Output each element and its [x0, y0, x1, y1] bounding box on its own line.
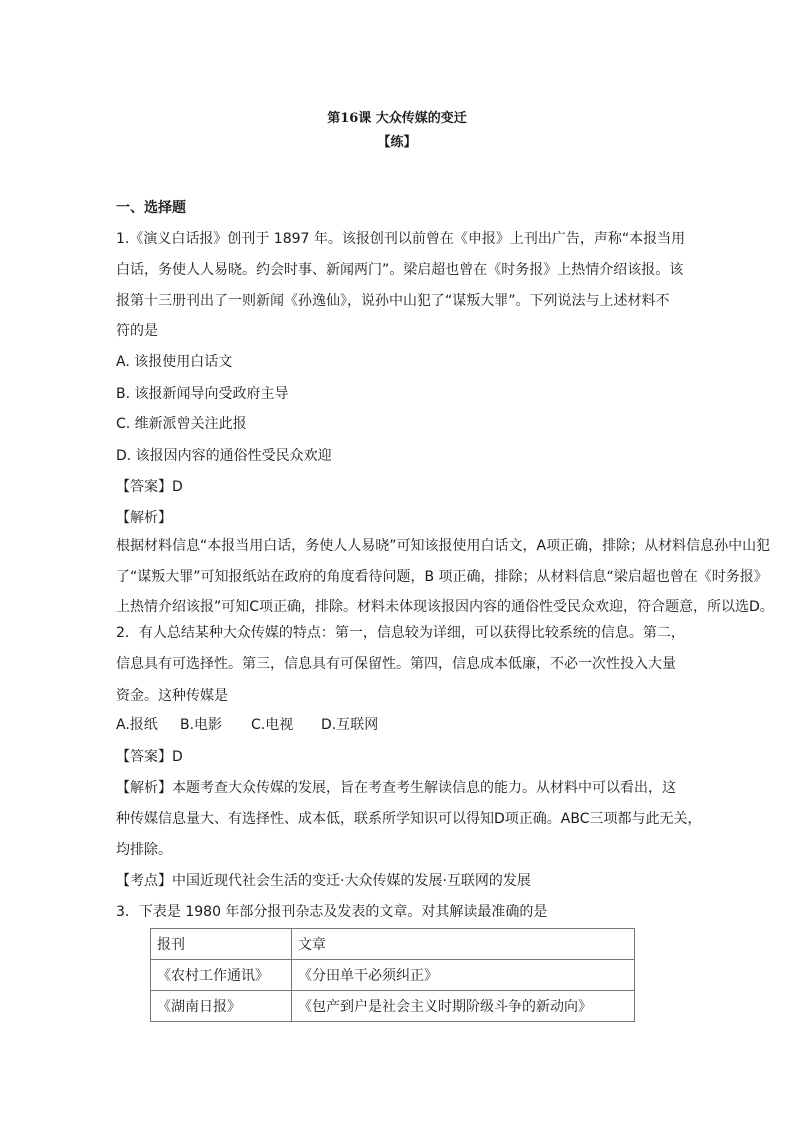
q1-answer: 【答案】D — [116, 479, 183, 495]
table-cell: 《湖南日报》 — [151, 991, 292, 1022]
table-row — [151, 960, 635, 991]
q2-stem-line: 资金。这种传媒是 — [116, 688, 228, 704]
q2-analysis-line: 均排除。 — [116, 842, 172, 858]
q1-analysis-line: 了“谋叛大罪”可知报纸站在政府的角度看待问题，B 项正确，排除；从材料信息“梁启超也曾在《时务报》 — [116, 569, 768, 585]
q2-kaodian: 【考点】中国近现代社会生活的变迁·大众传媒的发展·互联网的发展 — [116, 873, 531, 889]
table-cell: 《农村工作通讯》 — [151, 960, 292, 991]
q1-stem-line: 1.《演义白话报》创刊于 1897 年。该报创刊以前曾在《申报》上刊出广告，声称“本报当用 — [116, 231, 686, 247]
q1-option-d: D. 该报因内容的通俗性受民众欢迎 — [116, 448, 332, 464]
table-cell: 《分田单干必须纠正》 — [292, 960, 635, 991]
q1-option-c: C. 维新派曾关注此报 — [116, 416, 247, 432]
q1-option-b: B. 该报新闻导向受政府主导 — [116, 386, 289, 402]
q1-option-a: A. 该报使用白话文 — [116, 354, 233, 370]
table-header-row — [151, 929, 635, 960]
q2-analysis-line: 【解析】本题考查大众传媒的发展，旨在考查考生解读信息的能力。从材料中可以看出，这 — [116, 780, 676, 796]
q3-stem: 3．下表是 1980 年部分报刊杂志及发表的文章。对其解读最准确的是 — [116, 904, 548, 920]
q1-analysis-line: 根据材料信息“本报当用白话，务使人人易晓”可知该报使用白话文，A项正确，排除；从材料信息孙中山犯 — [116, 538, 771, 554]
section-heading: 一、选择题 — [116, 200, 186, 216]
q1-analysis-line: 上热情介绍该报”可知C项正确，排除。材料未体现该报因内容的通俗性受民众欢迎，符合题意，所以选D。 — [116, 599, 774, 615]
q1-stem-line: 报第十三册刊出了一则新闻《孙逸仙》，说孙中山犯了“谋叛大罪”。下列说法与上述材料不 — [116, 293, 670, 309]
q2-stem-line: 2．有人总结某种大众传媒的特点：第一，信息较为详细，可以获得比较系统的信息。第二， — [116, 625, 685, 641]
table-cell: 《包产到户是社会主义时期阶级斗争的新动向》 — [292, 991, 635, 1022]
q2-analysis-line: 种传媒信息量大、有选择性、成本低，联系所学知识可以得知D项正确。ABC三项都与此无关， — [116, 811, 702, 827]
table-header-cell: 报刊 — [151, 929, 292, 960]
q2-option-d: D.互联网 — [321, 717, 379, 733]
q2-stem-line: 信息具有可选择性。第三，信息具有可保留性。第四，信息成本低廉，不必一次性投入大量 — [116, 656, 676, 672]
q2-answer: 【答案】D — [116, 749, 183, 765]
q2-option-a: A.报纸 — [116, 717, 158, 733]
q1-stem-line: 白话，务使人人易晓。约会时事、新闻两门”。梁启超也曾在《时务报》上热情介绍该报。该 — [116, 262, 684, 278]
table-header-cell: 文章 — [292, 929, 635, 960]
newspaper-table — [150, 928, 635, 1022]
q2-option-c: C.电视 — [251, 717, 294, 733]
table-row — [151, 991, 635, 1022]
q2-option-b: B.电影 — [180, 717, 223, 733]
lesson-subtitle: 【练】 — [377, 135, 417, 150]
q1-stem-line: 符的是 — [116, 323, 158, 339]
lesson-title: 第16课 大众传媒的变迁 — [327, 111, 467, 126]
q1-analysis-label: 【解析】 — [116, 510, 172, 526]
